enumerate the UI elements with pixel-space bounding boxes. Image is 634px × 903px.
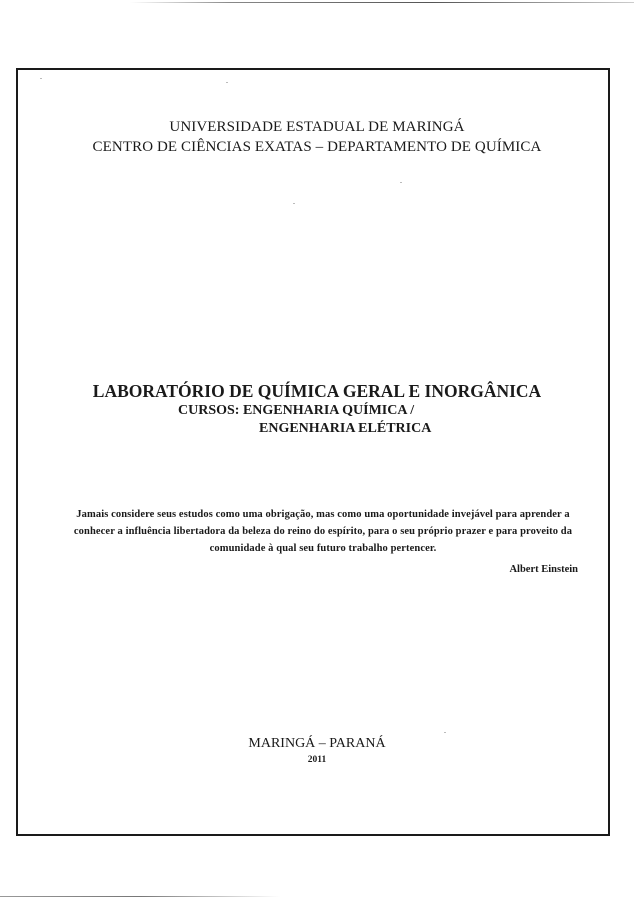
scan-edge-bottom xyxy=(0,896,280,897)
courses-line-2: ENGENHARIA ELÉTRICA xyxy=(259,421,432,436)
lab-title: LABORATÓRIO DE QUÍMICA GERAL E INORGÂNICA xyxy=(92,381,542,401)
scan-speck xyxy=(226,82,228,83)
epigraph-author: Albert Einstein xyxy=(509,564,578,575)
scan-speck xyxy=(40,78,42,79)
scan-edge-top xyxy=(130,2,634,3)
scan-speck xyxy=(400,182,402,183)
page-border xyxy=(16,68,610,836)
courses-block xyxy=(178,402,431,438)
city-state: MARINGÁ – PARANÁ xyxy=(248,736,386,751)
publication-year: 2011 xyxy=(307,755,327,765)
scan-speck xyxy=(293,203,295,204)
university-name: UNIVERSIDADE ESTADUAL DE MARINGÁ xyxy=(169,119,465,135)
department-name: CENTRO DE CIÊNCIAS EXATAS – DEPARTAMENTO DE QUÍMICA xyxy=(92,139,542,155)
institution-header xyxy=(0,117,634,157)
scan-speck xyxy=(444,732,446,733)
epigraph-quote: Jamais considere seus estudos como uma obrigação, mas como uma oportunidade invejável para aprender a conhecer a influência libertadora da beleza do reino do espírito, para o seu próprio prazer e para proveito da comunidade à qual seu futuro trabalho pertencer. xyxy=(73,509,573,554)
courses-line-1: CURSOS: ENGENHARIA QUÍMICA / xyxy=(178,403,415,418)
